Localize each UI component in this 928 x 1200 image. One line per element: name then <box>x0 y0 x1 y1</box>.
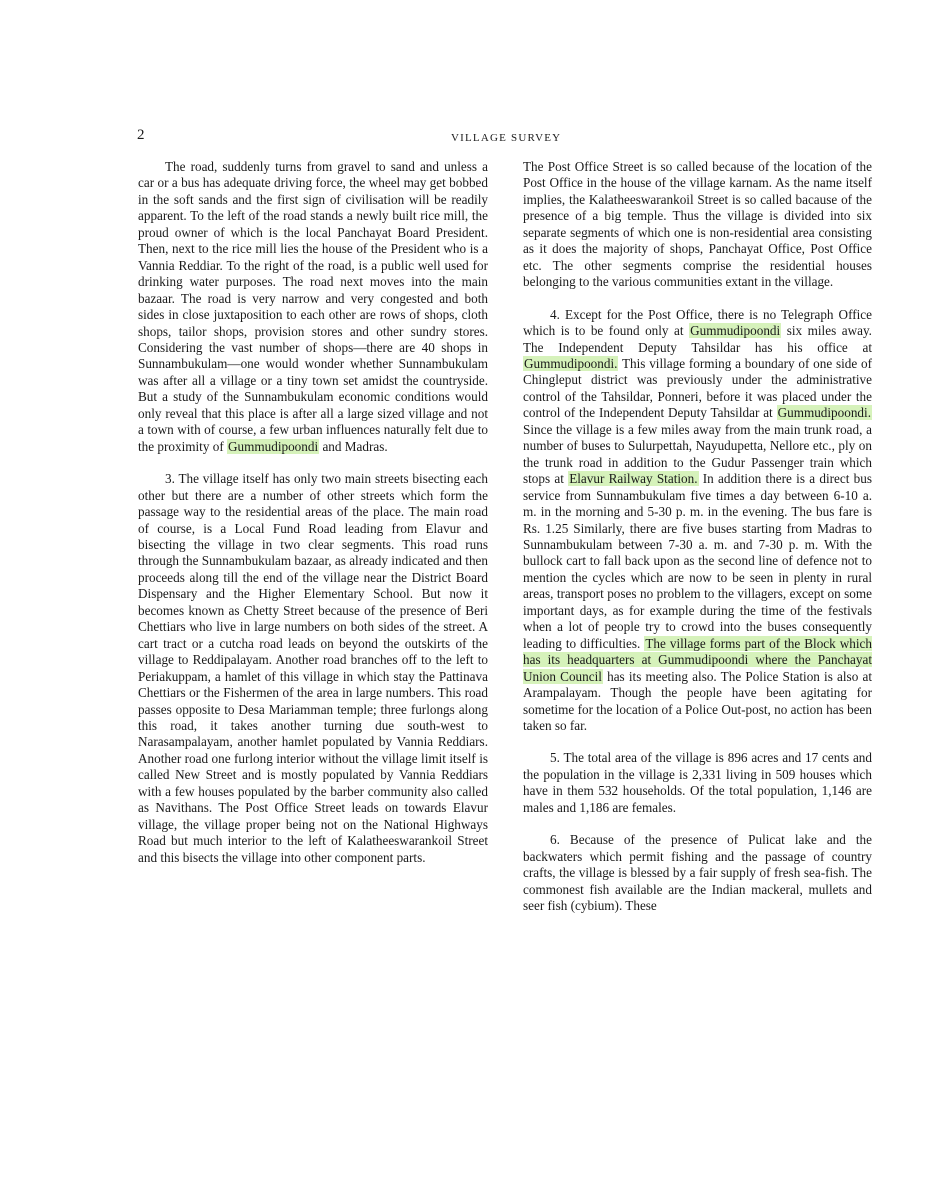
paragraph-post-office-street: The Post Office Street is so called because of the location of the Post Office in the house of the village karnam. As the name itself implies, the Kalatheeswarankoil Street is so called bacause of the presence of a big temple. Thus the village is divided into six separate segments of which one is non-residential area consisting as it does the majority of shops, Panchayat Office, Post Office etc. The other segments comprise the residential houses belonging to the various communities extant in the village. <box>523 159 872 290</box>
paragraph-road-description: The road, suddenly turns from gravel to sand and unless a car or a bus has adequate driving force, the wheel may get bobbed in the soft sands and the first sign of civilisation will be readily apparent. To the left of the road stands a newly built rice mill, the proud owner of which is the local Panchayat Board President. Then, next to the rice mill lies the house of the President who is a Vannia Reddiar. To the right of the road, is a public well used for drinking water purposes. The road next moves into the main bazaar. The road is very narrow and very congested and both sides in close juxtaposition to each other are rows of shops, cloth shops, tailor shops, provision stores and other sundry stores. Considering the vast number of shops—there are 40 shops in Sunnambukulam—one would wonder whether Sunnambukulam was after all a village or a tiny town set amidst the countryside. But a study of the Sunnambukulam economic conditions would only reveal that this place is after all a large sized village and not a town with of course, a few urban influences naturally felt due to the proximity of Gummudipoondi and Madras. <box>138 159 488 454</box>
running-title: VILLAGE SURVEY <box>451 132 562 144</box>
highlighted-text: Elavur Railway Station. <box>569 471 698 487</box>
right-column <box>523 159 872 914</box>
page-number: 2 <box>137 127 145 143</box>
highlighted-text: Gummudipoondi <box>690 323 781 339</box>
highlighted-text: Gummudipoondi <box>228 438 319 454</box>
highlighted-text: The village forms part of the Block which has its headquarters at Gummudipoondi where the Panchayat Union Council <box>523 635 873 684</box>
highlighted-text: Gummudipoondi. <box>777 405 871 421</box>
paragraph-6-fishing: 6. Because of the presence of Pulicat lake and the backwaters which permit fishing and the passage of country crafts, the village is blessed by a fair supply of fresh sea-fish. The commonest fish available are the Indian mackeral, mullets and seer fish (cybium). These <box>523 832 872 914</box>
paragraph-4-transport: 4. Except for the Post Office, there is no Telegraph Office which is to be found only at Gummudipoondi six miles away. The Independent Deputy Tahsildar has his office at Gummudipoondi. This village forming a boundary of one side of Chingleput district was previously under the administrative control of the Tahsildar, Ponneri, before it was placed under the control of the Independent Deputy Tahsildar at Gummudipoondi. Since the village is a few miles away from the main trunk road, a number of buses to Sulurpettah, Nayudupetta, Nellore etc., ply on the trunk road in addition to the Gudur Passenger train which stops at Elavur Railway Station. In addition there is a direct bus service from Sunnambukulam five times a day between 6-10 a. m. in the morning and 5-30 p. m. in the evening. The bus fare is Rs. 1.25 Similarly, there are five buses starting from Madras to Sunnambukulam between 7-30 a. m. and 7-30 p. m. With the bullock cart to fall back upon as the second line of defence not to mention the cycles which are now to be seen in plenty in rural areas, transport poses no problem to the villagers, except on some important days, as for example during the time of the festivals when a lot of people try to crowd into the buses consequently leading to difficulties. The village forms part of the Block which has its headquarters at Gummudipoondi where the Panchayat Union Council has its meeting also. The Police Station is also at Arampalayam. Though the people have been agitating for sometime for the location of a Police Out-post, no action has been taken so far. <box>523 306 873 733</box>
paragraph-5-population: 5. The total area of the village is 896 acres and 17 cents and the population in the village is 2,331 living in 509 houses which have in them 532 households. Of the total population, 1,146 are males and 1,186 are females. <box>523 750 872 815</box>
highlighted-text: Gummudipoondi. <box>524 355 618 371</box>
left-column <box>138 159 488 866</box>
paragraph-3-streets: 3. The village itself has only two main streets bisecting each other but there are a number of other streets which form the passage way to the residential areas of the place. The main road of course, is a Local Fund Road leading from Elavur and bisecting the village in two clear segments. This road runs through the Sunnambukulam bazaar, as already indicated and then proceeds along till the end of the village near the District Board Dispensary and the Higher Elementary School. But now it becomes known as Chetty Street because of the presence of Beri Chettiars who live in large numbers on both sides of the street. A cart tract or a cutcha road leads on beyond the outskirts of the village to Reddipalayam. Another road branches off to the left to Periakuppam, a hamlet of this village in which stay the Pattinava Chettiars or the Fishermen of the area in large numbers. This road passes opposite to Desa Mariamman temple; three furlongs along this road, it takes another turning due south-west to Narasampalayam, another hamlet populated by Vannia Reddiars. Another road one furlong interior without the village limit itself is called New Street and is mostly populated by Vannia Reddiars with a few houses populated by the barber community also called as Navithans. The Post Office Street leads on towards Elavur village, the village proper being not on the National Highways Road but much interior to the left of Kalatheeswarankoil Street and this bisects the village into other component parts. <box>138 471 488 865</box>
